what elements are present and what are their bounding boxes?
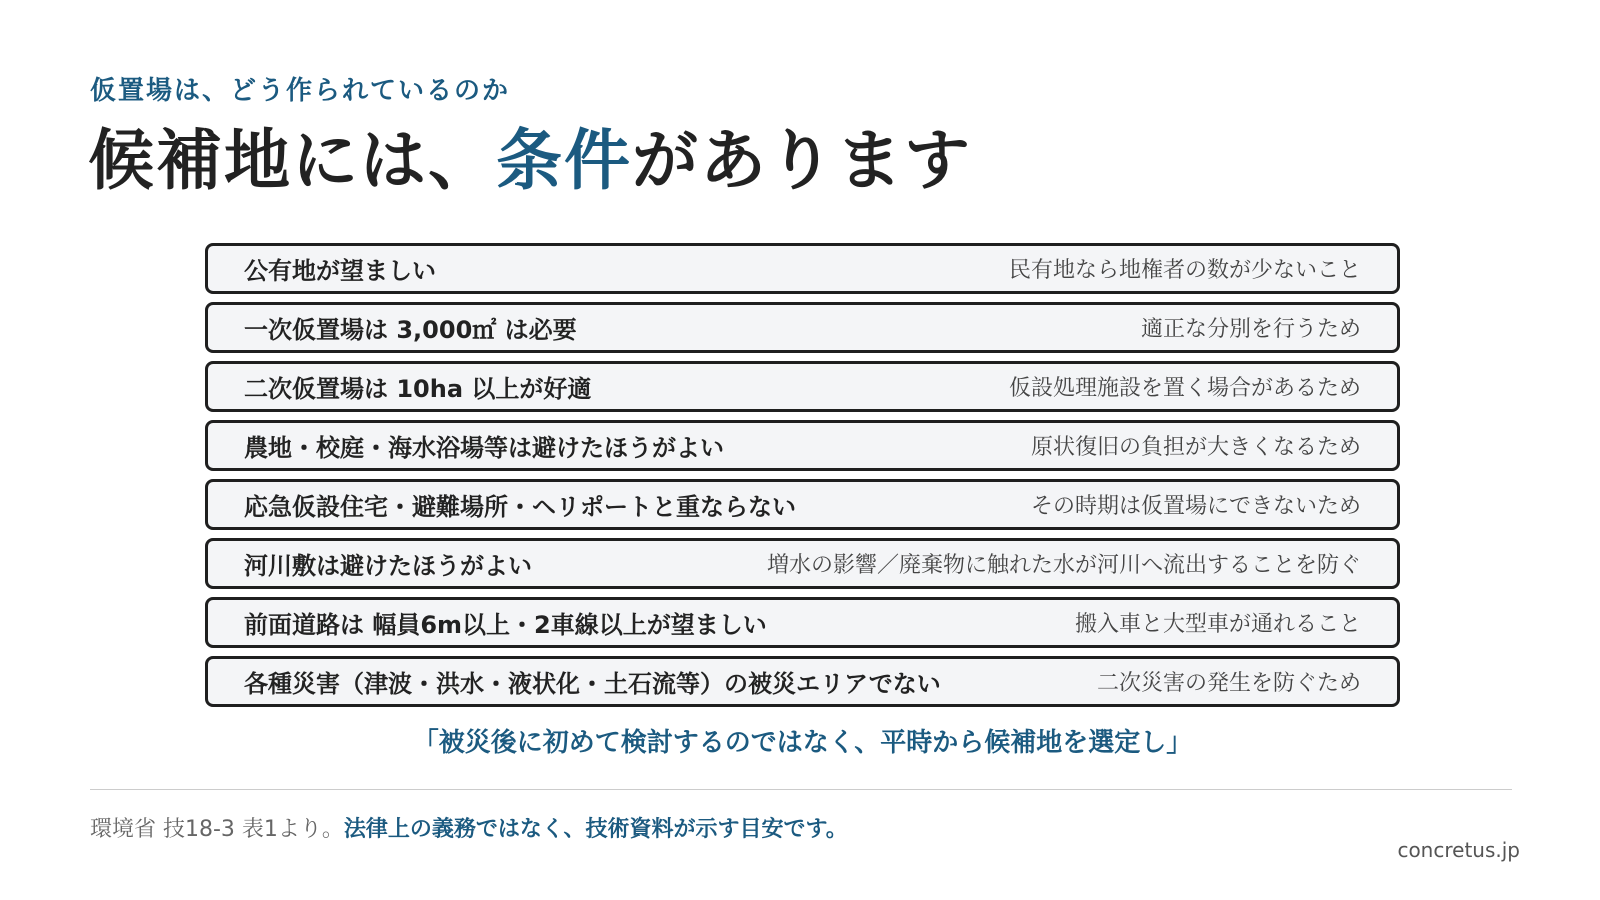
reason-text: 搬入車と大型車が通れること [1074,612,1361,637]
reason-text: 増水の影響／廃棄物に触れた水が河川へ流出することを防ぐ [766,553,1361,578]
section-kicker: 仮置場は、どう作られているのか [90,76,511,106]
condition-row [205,479,1400,530]
condition-row [205,656,1400,707]
condition-row [205,243,1400,294]
condition-text: 一次仮置場は 3,000㎡ は必要 [244,316,577,344]
quote-text: 「被災後に初めて検討するのではなく、平時から候補地を選定し」 [412,728,1193,758]
condition-row [205,420,1400,471]
reason-text: 仮設処理施設を置く場合があるため [1008,376,1361,401]
footer-divider [90,789,1512,790]
condition-row [205,597,1400,648]
condition-text: 各種災害（津波・洪水・液状化・土石流等）の被災エリアでない [244,670,941,698]
conditions-list [205,243,1400,715]
reason-text: その時期は仮置場にできないため [1030,494,1361,519]
footnote [90,812,848,843]
condition-text: 二次仮置場は 10ha 以上が好適 [244,375,592,403]
title-text-after: があります [632,122,972,199]
condition-text: 応急仮設住宅・避難場所・ヘリポートと重ならない [244,493,796,521]
condition-row [205,361,1400,412]
reason-text: 民有地なら地権者の数が少ないこと [1008,258,1361,283]
condition-row [205,302,1400,353]
reason-text: 原状復旧の負担が大きくなるため [1030,435,1361,460]
reason-text: 二次災害の発生を防ぐため [1096,671,1361,696]
condition-text: 前面道路は 幅員6m以上・2車線以上が望ましい [244,611,767,639]
condition-text: 農地・校庭・海水浴場等は避けたほうがよい [244,434,724,462]
title-text-before: 候補地には、 [88,122,496,199]
condition-row [205,538,1400,589]
condition-text: 公有地が望ましい [244,257,436,285]
title-accent-text: 条件 [496,122,632,199]
source-text: 環境省 技18-3 表1より。 [90,817,344,842]
page-title [88,122,972,200]
reason-text: 適正な分別を行うため [1140,317,1361,342]
condition-text: 河川敷は避けたほうがよい [244,552,532,580]
note-text: 法律上の義務ではなく、技術資料が示す目安です。 [343,817,848,842]
site-credit: concretus.jp [1397,838,1520,862]
